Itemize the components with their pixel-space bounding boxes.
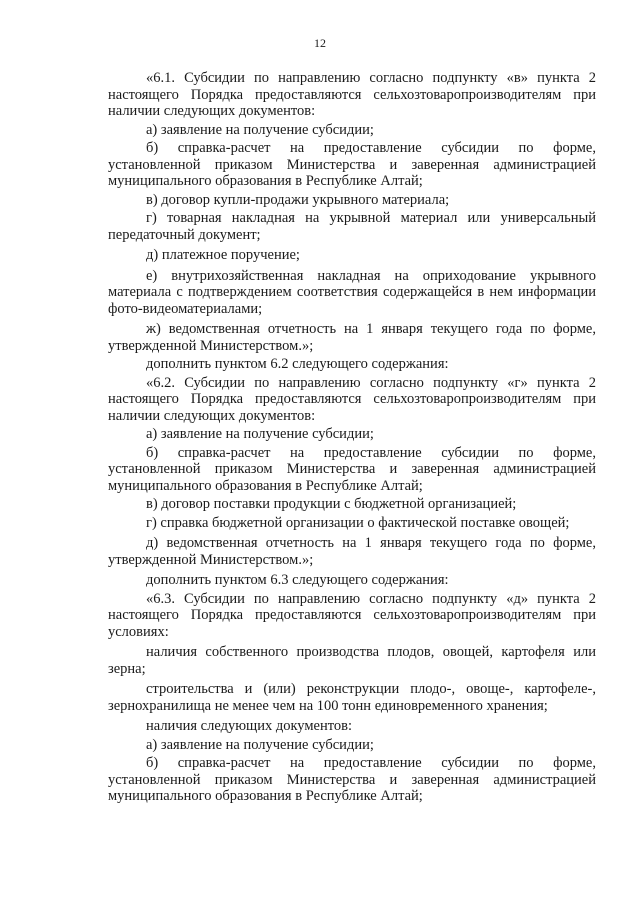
condition-documents: наличия следующих документов: — [146, 718, 353, 734]
page-number: 12 — [314, 36, 326, 50]
list-item-e: е) внутрихозяйственная накладная на оприходование укрывного материала с подтверждением соответствия содержащейся в нем информации фото-видеоматериалами; — [108, 267, 596, 317]
list-item-b: б) справка-расчет на предоставление субсидии по форме, установленной приказом Министерства и заверенная администрацией муниципального образования в Республике Алтай; — [108, 755, 596, 804]
list-item-d: д) ведомственная отчетность на 1 января текущего года по форме, утвержденной Министерством.»; — [108, 535, 596, 568]
list-item-a: а) заявление на получение субсидии; — [146, 121, 374, 138]
amendment-6-2-intro: дополнить пунктом 6.2 следующего содержания: — [146, 356, 449, 372]
document-body — [108, 70, 596, 805]
paragraph-6-1-intro: «6.1. Субсидии по направлению согласно подпункту «в» пункта 2 настоящего Порядка предоставляются сельхозтоваропроизводителям при наличии следующих документов: — [108, 70, 596, 119]
list-item-b: б) справка-расчет на предоставление субсидии по форме, установленной приказом Министерства и заверенная администрацией муниципального образования в Республике Алтай; — [108, 140, 596, 189]
list-item-b: б) справка-расчет на предоставление субсидии по форме, установленной приказом Министерства и заверенная администрацией муниципального образования в Республике Алтай; — [108, 444, 596, 494]
list-item-a: а) заявление на получение субсидии; — [146, 426, 374, 442]
list-item-d: д) платежное поручение; — [146, 247, 300, 263]
paragraph-6-2-intro: «6.2. Субсидии по направлению согласно подпункту «г» пункта 2 настоящего Порядка предоставляются сельхозтоваропроизводителям при наличии следующих документов: — [108, 374, 596, 424]
condition-production: наличия собственного производства плодов, овощей, картофеля или зерна; — [108, 644, 596, 677]
list-item-v: в) договор купли-продажи укрывного материала; — [146, 191, 450, 208]
list-item-a: а) заявление на получение субсидии; — [146, 736, 374, 753]
list-item-zh: ж) ведомственная отчетность на 1 января текущего года по форме, утвержденной Министерством.»; — [108, 321, 596, 354]
condition-construction: строительства и (или) реконструкции плодо-, овоще-, картофеле-, зернохранилища не менее чем на 100 тонн единовременного хранения; — [108, 681, 596, 714]
paragraph-6-3-intro: «6.3. Субсидии по направлению согласно подпункту «д» пункта 2 настоящего Порядка предоставляются сельхозтоваропроизводителям при условиях: — [108, 590, 596, 640]
amendment-6-3-intro: дополнить пунктом 6.3 следующего содержания: — [146, 572, 449, 588]
list-item-g: г) справка бюджетной организации о фактической поставке овощей; — [146, 514, 570, 531]
list-item-g: г) товарная накладная на укрывной материал или универсальный передаточный документ; — [108, 210, 596, 243]
list-item-v: в) договор поставки продукции с бюджетной организацией; — [146, 496, 517, 512]
